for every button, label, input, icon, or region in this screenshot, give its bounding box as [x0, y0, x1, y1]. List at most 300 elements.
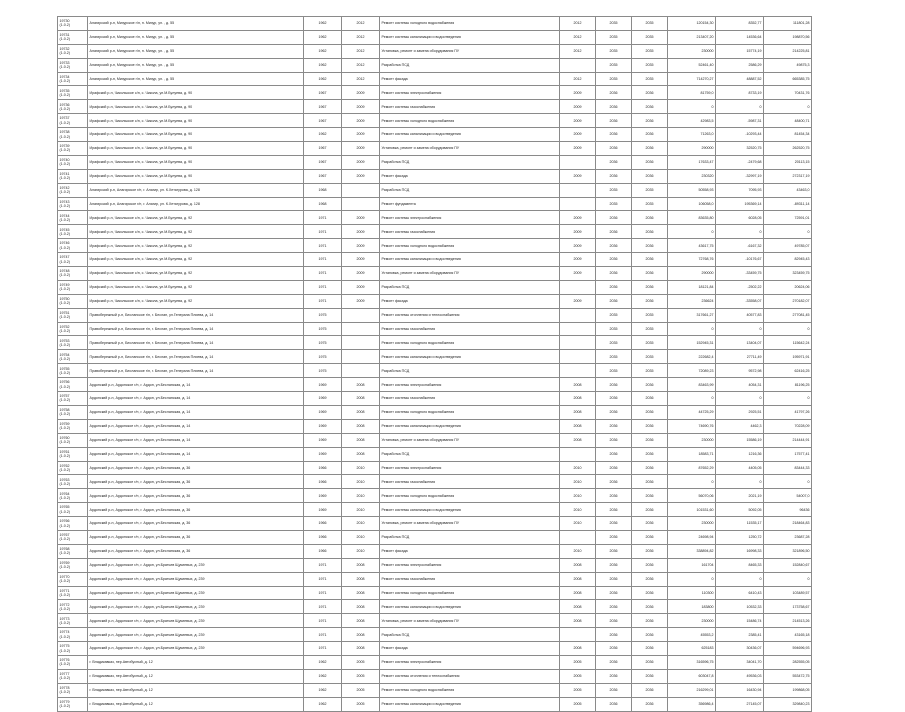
row-id: 19752 [59, 324, 70, 329]
address-cell: Алагирский р-н, Мизурское г/п, п. Мизур, ул. , д. 55 [88, 30, 304, 44]
last-repair-year-cell: 2009 [342, 294, 380, 308]
table-row [58, 614, 812, 628]
cost-cell: 230320 [668, 169, 716, 183]
period-end-cell: 2036 [632, 530, 668, 544]
funded-cell: 16430,94 [716, 683, 764, 697]
row-id-suffix: (1.0.2) [59, 509, 70, 514]
row-id-cell [58, 86, 88, 100]
table-row [58, 322, 812, 336]
period-end-cell: 2036 [632, 155, 668, 169]
row-id-suffix: (1.0.2) [59, 231, 70, 236]
row-id-cell [58, 642, 88, 656]
period-end-cell: 2035 [632, 17, 668, 31]
table-row [58, 669, 812, 683]
work-type-cell: Разработка ПСД [380, 447, 560, 461]
period-end-cell: 2035 [632, 336, 668, 350]
address-cell: г. Владикавказ, пер.Автобусный, д. 12 [88, 697, 304, 711]
period-plan-cell: 2036 [596, 683, 632, 697]
remaining-cell: 72591,01 [764, 211, 812, 225]
commission-year-cell: 1962 [304, 683, 342, 697]
period-end-cell: 2035 [632, 322, 668, 336]
work-type-cell: Ремонт системы электроснабжения [380, 211, 560, 225]
commission-year-cell: 1968 [304, 183, 342, 197]
period-end-cell: 2036 [632, 114, 668, 128]
row-id-suffix: (1.0.2) [59, 176, 70, 181]
cost-cell: 183800 [668, 600, 716, 614]
table-row [58, 17, 812, 31]
last-repair-year-cell: 2009 [342, 253, 380, 267]
period-start-cell [560, 183, 596, 197]
period-start-cell: 2009 [560, 253, 596, 267]
last-repair-year-cell [342, 350, 380, 364]
last-repair-year-cell: 2008 [342, 586, 380, 600]
commission-year-cell: 1967 [304, 86, 342, 100]
commission-year-cell: 1971 [304, 211, 342, 225]
work-type-cell: Ремонт системы канализации и водоотведения [380, 419, 560, 433]
remaining-cell: 665385,75 [764, 72, 812, 86]
funded-cell: 2385,41 [716, 628, 764, 642]
period-start-cell [560, 155, 596, 169]
row-id: 19739 [59, 144, 70, 149]
last-repair-year-cell: 2010 [342, 475, 380, 489]
cost-cell: 222682,4 [668, 350, 716, 364]
funded-cell: 15486,74 [716, 614, 764, 628]
period-start-cell: 2010 [560, 503, 596, 517]
row-id: 19754 [59, 352, 70, 357]
period-start-cell [560, 447, 596, 461]
period-plan-cell: 2035 [596, 17, 632, 31]
funded-cell: 10532,33 [716, 600, 764, 614]
row-id-cell [58, 530, 88, 544]
work-type-cell: Ремонт системы канализации и водоотведения [380, 30, 560, 44]
commission-year-cell: 1962 [304, 72, 342, 86]
table-row [58, 419, 812, 433]
work-type-cell: Установка, ремонт и замена оборудования ПУ [380, 614, 560, 628]
address-cell: Ирафский р-н, Чикольское с/п, с. Чикола, ул.М.Булуева, д. 92 [88, 253, 304, 267]
table-row [58, 378, 812, 392]
funded-cell: 1250,72 [716, 530, 764, 544]
address-cell: Ирафский р-н, Чикольское с/п, с. Чикола, ул.М.Булуева, д. 92 [88, 239, 304, 253]
row-id-suffix: (1.0.2) [59, 329, 70, 334]
last-repair-year-cell: 2008 [342, 614, 380, 628]
remaining-cell: 70431,76 [764, 86, 812, 100]
funded-cell: 0 [716, 475, 764, 489]
row-id: 19768 [59, 547, 70, 552]
row-id-suffix: (1.0.2) [59, 204, 70, 209]
funded-cell: 0 [716, 225, 764, 239]
remaining-cell: 82945,43 [764, 253, 812, 267]
funded-cell: 34041,70 [716, 655, 764, 669]
funded-cell: 4405,05 [716, 461, 764, 475]
row-id: 19769 [59, 560, 70, 565]
period-end-cell: 2036 [632, 475, 668, 489]
work-type-cell: Разработка ПСД [380, 364, 560, 378]
cost-cell: 101531,60 [668, 503, 716, 517]
row-id: 19779 [59, 699, 70, 704]
period-plan-cell: 2035 [596, 44, 632, 58]
funded-cell: 30436,07 [716, 642, 764, 656]
cost-cell: 0 [668, 572, 716, 586]
commission-year-cell: 1962 [304, 58, 342, 72]
row-id-cell [58, 183, 88, 197]
period-plan-cell: 2035 [596, 58, 632, 72]
remaining-cell: 282555,05 [764, 655, 812, 669]
period-start-cell: 2009 [560, 169, 596, 183]
address-cell: Ардонский р-н, Ардонское г/п, г. Ардон, ул.Бесланская, д. 14 [88, 378, 304, 392]
row-id-suffix: (1.0.2) [59, 287, 70, 292]
period-end-cell: 2036 [632, 253, 668, 267]
period-plan-cell: 2036 [596, 544, 632, 558]
period-end-cell: 2036 [632, 628, 668, 642]
period-start-cell: 2010 [560, 489, 596, 503]
commission-year-cell: 1969 [304, 503, 342, 517]
period-start-cell [560, 197, 596, 211]
remaining-cell: 48400,71 [764, 114, 812, 128]
period-plan-cell: 2036 [596, 155, 632, 169]
cost-cell: 43617,75 [668, 239, 716, 253]
work-type-cell: Ремонт системы газоснабжения [380, 100, 560, 114]
period-plan-cell: 2036 [596, 86, 632, 100]
period-plan-cell: 2036 [596, 655, 632, 669]
period-plan-cell: 2036 [596, 100, 632, 114]
work-type-cell: Ремонт фасада [380, 169, 560, 183]
period-plan-cell: 2036 [596, 503, 632, 517]
funded-cell: 40577,83 [716, 308, 764, 322]
remaining-cell: 214444,91 [764, 433, 812, 447]
work-type-cell: Ремонт системы холодного водоснабжения [380, 586, 560, 600]
cost-cell: 71263,0 [668, 128, 716, 142]
table-row [58, 655, 812, 669]
row-id-cell [58, 294, 88, 308]
commission-year-cell: 1962 [304, 30, 342, 44]
funded-cell: 0 [716, 100, 764, 114]
row-id-cell [58, 447, 88, 461]
work-type-cell: Установка, ремонт и замена оборудования ПУ [380, 433, 560, 447]
period-plan-cell: 2035 [596, 197, 632, 211]
remaining-cell: 0 [764, 392, 812, 406]
work-type-cell: Ремонт системы канализации и водоотведения [380, 253, 560, 267]
period-start-cell: 2010 [560, 544, 596, 558]
funded-cell: 32520,75 [716, 142, 764, 156]
address-cell: Ардонский р-н, Ардонское г/п, г. Ардон, ул.Братьев Щукиевых, д. 239 [88, 600, 304, 614]
row-id-suffix: (1.0.2) [59, 273, 70, 278]
last-repair-year-cell: 2009 [342, 169, 380, 183]
funded-cell: 15586,19 [716, 433, 764, 447]
cost-cell: 625183 [668, 642, 716, 656]
funded-cell: 2925,51 [716, 405, 764, 419]
row-id-suffix: (1.0.2) [59, 79, 70, 83]
last-repair-year-cell: 2008 [342, 433, 380, 447]
row-id-suffix: (1.0.2) [59, 454, 70, 459]
period-start-cell: 2009 [560, 142, 596, 156]
work-type-cell: Ремонт системы канализации и водоотведения [380, 503, 560, 517]
last-repair-year-cell [342, 197, 380, 211]
period-start-cell: 2005 [560, 655, 596, 669]
remaining-cell: 199868,05 [764, 683, 812, 697]
funded-cell: 1216,36 [716, 447, 764, 461]
commission-year-cell: 1962 [304, 697, 342, 711]
row-id: 19747 [59, 255, 70, 260]
commission-year-cell: 1966 [304, 475, 342, 489]
address-cell: Ардонский р-н, Ардонское г/п, г. Ардон, ул.Братьев Щукиевых, д. 239 [88, 558, 304, 572]
funded-cell: 5092,05 [716, 503, 764, 517]
table-row [58, 558, 812, 572]
commission-year-cell: 1962 [304, 17, 342, 31]
funded-cell: 4462,3 [716, 419, 764, 433]
address-cell: Правобережный р-н, Бесланское г/п, г. Беслан, ул.Генерала Плиева, д. 14 [88, 322, 304, 336]
row-id-suffix: (1.0.2) [59, 384, 70, 389]
period-start-cell: 2008 [560, 405, 596, 419]
row-id-suffix: (1.0.2) [59, 259, 70, 264]
table-row [58, 489, 812, 503]
cost-cell: 290000 [668, 267, 716, 281]
remaining-cell: 323459,75 [764, 267, 812, 281]
remaining-cell: 0 [764, 322, 812, 336]
row-id-suffix: (1.0.2) [59, 23, 70, 28]
last-repair-year-cell: 2012 [342, 30, 380, 44]
funded-cell: 0 [716, 572, 764, 586]
period-end-cell: 2036 [632, 392, 668, 406]
row-id: 19730 [59, 19, 70, 24]
address-cell: Ардонский р-н, Ардонское г/п, г. Ардон, ул.Братьев Щукиевых, д. 239 [88, 628, 304, 642]
row-id-cell [58, 253, 88, 267]
row-id: 19735 [59, 88, 70, 93]
row-id-cell [58, 461, 88, 475]
row-id: 19741 [59, 172, 70, 177]
period-end-cell: 2036 [632, 489, 668, 503]
table-row [58, 308, 812, 322]
period-start-cell: 2008 [560, 572, 596, 586]
period-end-cell: 2036 [632, 405, 668, 419]
period-start-cell: 2009 [560, 211, 596, 225]
commission-year-cell: 1971 [304, 558, 342, 572]
period-end-cell: 2035 [632, 308, 668, 322]
work-type-cell: Разработка ПСД [380, 155, 560, 169]
row-id: 19771 [59, 588, 70, 593]
period-plan-cell: 2036 [596, 447, 632, 461]
funded-cell: 195369,14 [716, 197, 764, 211]
cost-cell: 18583,71 [668, 447, 716, 461]
cost-cell: 72768,76 [668, 253, 716, 267]
row-id-suffix: (1.0.2) [59, 579, 70, 584]
funded-cell: -32997,19 [716, 169, 764, 183]
commission-year-cell: 1962 [304, 655, 342, 669]
commission-year-cell: 1962 [304, 44, 342, 58]
address-cell: Ирафский р-н, Чикольское с/п, с. Чикола, ул.М.Булуева, д. 90 [88, 169, 304, 183]
cost-cell: 17633,47 [668, 155, 716, 169]
row-id: 19766 [59, 519, 70, 524]
last-repair-year-cell: 2009 [342, 142, 380, 156]
row-id-cell [58, 614, 88, 628]
row-id: 19743 [59, 199, 70, 204]
table-row [58, 572, 812, 586]
table-row [58, 211, 812, 225]
period-plan-cell: 2035 [596, 183, 632, 197]
row-id-cell [58, 572, 88, 586]
remaining-cell: 195971,91 [764, 350, 812, 364]
table-row [58, 169, 812, 183]
work-type-cell: Ремонт системы холодного водоснабжения [380, 489, 560, 503]
last-repair-year-cell: 2009 [342, 100, 380, 114]
cost-cell: 603047,8 [668, 669, 716, 683]
row-id-suffix: (1.0.2) [59, 356, 70, 361]
commission-year-cell: 1962 [304, 669, 342, 683]
period-end-cell: 2036 [632, 294, 668, 308]
row-id: 19775 [59, 644, 70, 649]
remaining-cell: -89311,14 [764, 197, 812, 211]
cost-cell: 83635,80 [668, 211, 716, 225]
remaining-cell: 218464,83 [764, 517, 812, 531]
row-id-suffix: (1.0.2) [59, 92, 70, 97]
period-start-cell: 2008 [560, 614, 596, 628]
row-id-suffix: (1.0.2) [59, 51, 70, 56]
period-plan-cell: 2036 [596, 433, 632, 447]
table-row [58, 225, 812, 239]
cost-cell: 74690,76 [668, 419, 716, 433]
row-id-suffix: (1.0.2) [59, 148, 70, 153]
row-id-cell [58, 628, 88, 642]
cost-cell: 0 [668, 100, 716, 114]
last-repair-year-cell: 2009 [342, 280, 380, 294]
address-cell: Ирафский р-н, Чикольское с/п, с. Чикола, ул.М.Булуева, д. 92 [88, 267, 304, 281]
period-plan-cell: 2036 [596, 392, 632, 406]
last-repair-year-cell: 2012 [342, 17, 380, 31]
remaining-cell: 20113,15 [764, 155, 812, 169]
row-id-cell [58, 142, 88, 156]
last-repair-year-cell [342, 183, 380, 197]
work-type-cell: Ремонт системы отопления и теплоснабжения [380, 669, 560, 683]
row-id: 19776 [59, 658, 70, 663]
period-plan-cell: 2036 [596, 642, 632, 656]
remaining-cell: 115642,24 [764, 336, 812, 350]
address-cell: Ирафский р-н, Чикольское с/п, с. Чикола, ул.М.Булуева, д. 90 [88, 142, 304, 156]
period-start-cell [560, 530, 596, 544]
period-end-cell: 2036 [632, 86, 668, 100]
row-id-cell [58, 378, 88, 392]
address-cell: Ардонский р-н, Ардонское г/п, г. Ардон, ул.Братьев Щукиевых, д. 239 [88, 572, 304, 586]
cost-cell: 230000 [668, 433, 716, 447]
row-id-cell [58, 58, 88, 72]
period-start-cell [560, 322, 596, 336]
remaining-cell: 54007,0 [764, 489, 812, 503]
period-end-cell: 2036 [632, 614, 668, 628]
last-repair-year-cell [342, 322, 380, 336]
table-row [58, 294, 812, 308]
period-start-cell: 2012 [560, 44, 596, 58]
funded-cell: 0 [716, 392, 764, 406]
work-type-cell: Ремонт системы канализации и водоотведения [380, 350, 560, 364]
work-type-cell: Разработка ПСД [380, 58, 560, 72]
table-row [58, 475, 812, 489]
row-id-cell [58, 392, 88, 406]
address-cell: Ардонский р-н, Ардонское г/п, г. Ардон, ул.Бесланская, д. 36 [88, 517, 304, 531]
commission-year-cell: 1969 [304, 489, 342, 503]
row-id-cell [58, 517, 88, 531]
funded-cell: 7095,93 [716, 183, 764, 197]
work-type-cell: Ремонт системы канализации и водоотведения [380, 128, 560, 142]
cost-cell: 317661,27 [668, 308, 716, 322]
cost-cell: 0 [668, 475, 716, 489]
row-id-cell [58, 489, 88, 503]
period-plan-cell: 2036 [596, 114, 632, 128]
row-id-cell [58, 364, 88, 378]
work-type-cell: Ремонт фасада [380, 72, 560, 86]
row-id-suffix: (1.0.2) [59, 648, 70, 653]
row-id: 19774 [59, 630, 70, 635]
table-row [58, 364, 812, 378]
table-row [58, 683, 812, 697]
address-cell: Ардонский р-н, Ардонское г/п, г. Ардон, ул.Бесланская, д. 36 [88, 503, 304, 517]
remaining-cell: 0 [764, 475, 812, 489]
table-row [58, 86, 812, 100]
last-repair-year-cell [342, 308, 380, 322]
row-id: 19734 [59, 74, 70, 79]
commission-year-cell: 1966 [304, 517, 342, 531]
address-cell: Ардонский р-н, Ардонское г/п, г. Ардон, ул.Братьев Щукиевых, д. 239 [88, 642, 304, 656]
row-id-cell [58, 475, 88, 489]
last-repair-year-cell: 2005 [342, 683, 380, 697]
remaining-cell: 111801,28 [764, 17, 812, 31]
row-id-cell [58, 669, 88, 683]
period-end-cell: 2036 [632, 503, 668, 517]
row-id: 19755 [59, 366, 70, 371]
period-start-cell: 2009 [560, 86, 596, 100]
funded-cell: 2021,19 [716, 489, 764, 503]
work-type-cell: Ремонт системы холодного водоснабжения [380, 683, 560, 697]
period-plan-cell: 2036 [596, 628, 632, 642]
period-start-cell [560, 308, 596, 322]
row-id-cell [58, 558, 88, 572]
commission-year-cell: 1969 [304, 392, 342, 406]
table-row [58, 72, 812, 86]
table-row [58, 128, 812, 142]
cost-cell: 18121,84 [668, 280, 716, 294]
work-type-cell: Ремонт фасада [380, 544, 560, 558]
row-id-cell [58, 697, 88, 711]
cost-cell: 356986,4 [668, 697, 716, 711]
last-repair-year-cell: 2010 [342, 517, 380, 531]
row-id-cell [58, 211, 88, 225]
remaining-cell: 96436 [764, 503, 812, 517]
work-type-cell: Установка, ремонт и замена оборудования ПУ [380, 44, 560, 58]
period-start-cell [560, 280, 596, 294]
remaining-cell: 272317,19 [764, 169, 812, 183]
period-end-cell: 2036 [632, 378, 668, 392]
address-cell: Ирафский р-н, Чикольское с/п, с. Чикола, ул.М.Булуева, д. 92 [88, 294, 304, 308]
period-end-cell: 2036 [632, 239, 668, 253]
row-id-suffix: (1.0.2) [59, 106, 70, 111]
address-cell: Ардонский р-н, Ардонское г/п, г. Ардон, ул.Бесланская, д. 14 [88, 405, 304, 419]
funded-cell: 14536,64 [716, 30, 764, 44]
period-plan-cell: 2036 [596, 142, 632, 156]
funded-cell: 8465,33 [716, 558, 764, 572]
last-repair-year-cell: 2009 [342, 86, 380, 100]
cost-cell: 110300 [668, 586, 716, 600]
last-repair-year-cell: 2009 [342, 211, 380, 225]
commission-year-cell: 1966 [304, 544, 342, 558]
period-end-cell: 2036 [632, 544, 668, 558]
funded-cell: 13404,07 [716, 336, 764, 350]
row-id-cell [58, 308, 88, 322]
address-cell: Ардонский р-н, Ардонское г/п, г. Ардон, ул.Бесланская, д. 36 [88, 475, 304, 489]
address-cell: Ардонский р-н, Ардонское г/п, г. Ардон, ул.Бесланская, д. 14 [88, 433, 304, 447]
work-type-cell: Ремонт системы холодного водоснабжения [380, 405, 560, 419]
commission-year-cell: 1966 [304, 461, 342, 475]
remaining-cell: 81196,25 [764, 378, 812, 392]
table-row [58, 628, 812, 642]
period-end-cell: 2036 [632, 128, 668, 142]
row-id-cell [58, 225, 88, 239]
